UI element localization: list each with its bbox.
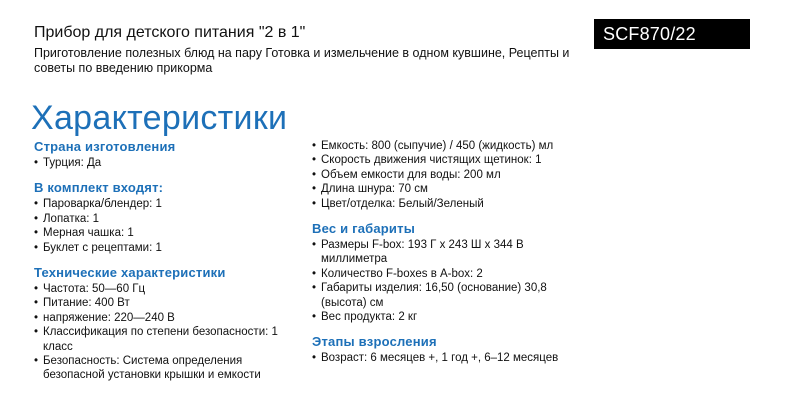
spec-item: • Классификация по степени безопасности: 1 класс: [34, 325, 299, 354]
spec-item: • Буклет с рецептами: 1: [34, 241, 299, 255]
spec-list: [312, 139, 587, 211]
spec-item: • Емкость: 800 (сыпучие) / 450 (жидкость) мл: [312, 139, 587, 153]
spec-group-country: [34, 139, 299, 170]
spec-item: • напряжение: 220—240 В: [34, 311, 299, 325]
spec-item: • Частота: 50—60 Гц: [34, 282, 299, 296]
spec-item: • Лопатка: 1: [34, 212, 299, 226]
spec-item: • Пароварка/блендер: 1: [34, 197, 299, 211]
product-description: Приготовление полезных блюд на пару Готовка и измельчение в одном кувшине, Рецепты и советы по введению прикорма: [34, 46, 570, 75]
spec-list: [34, 282, 299, 383]
spec-list: [34, 156, 299, 170]
spec-group-title: Технические характеристики: [34, 265, 226, 281]
spec-group-in-box: [34, 180, 299, 255]
spec-item: • Объем емкости для воды: 200 мл: [312, 168, 587, 182]
spec-item: • Вес продукта: 2 кг: [312, 310, 587, 324]
spec-group-general: [312, 139, 587, 211]
spec-item: • Возраст: 6 месяцев +, 1 год +, 6–12 месяцев: [312, 351, 587, 365]
spec-item: • Скорость движения чистящих щетинок: 1: [312, 153, 587, 167]
spec-group-tech-specs: [34, 265, 299, 383]
spec-item: • Мерная чашка: 1: [34, 226, 299, 240]
spec-item: • Размеры F-box: 193 Г x 243 Ш x 344 В миллиметра: [312, 238, 587, 267]
spec-group-title: В комплект входят:: [34, 180, 164, 196]
spec-item: • Габариты изделия: 16,50 (основание) 30,8 (высота) см: [312, 281, 587, 310]
spec-group-title: Вес и габариты: [312, 221, 415, 237]
spec-list: [312, 238, 587, 324]
spec-group-title: Этапы взросления: [312, 334, 437, 350]
model-number-badge: SCF870/22: [594, 19, 750, 49]
spec-item: • Количество F-boxes в A-box: 2: [312, 267, 587, 281]
spec-group-weight-dimensions: [312, 221, 587, 324]
product-title: Прибор для детского питания "2 в 1": [34, 24, 306, 41]
spec-column-left: [34, 139, 299, 393]
spec-item: • Турция: Да: [34, 156, 299, 170]
spec-group-stages: [312, 334, 587, 365]
spec-group-title: Страна изготовления: [34, 139, 176, 154]
spec-item: • Безопасность: Система определения безопасной установки крышки и емкости: [34, 354, 299, 383]
spec-item: • Питание: 400 Вт: [34, 296, 299, 310]
spec-column-right: [312, 139, 587, 376]
spec-item: • Цвет/отделка: Белый/Зеленый: [312, 197, 587, 211]
section-heading: Характеристики: [31, 98, 288, 137]
spec-list: [34, 197, 299, 255]
spec-item: • Длина шнура: 70 см: [312, 182, 587, 196]
spec-list: [312, 351, 587, 365]
